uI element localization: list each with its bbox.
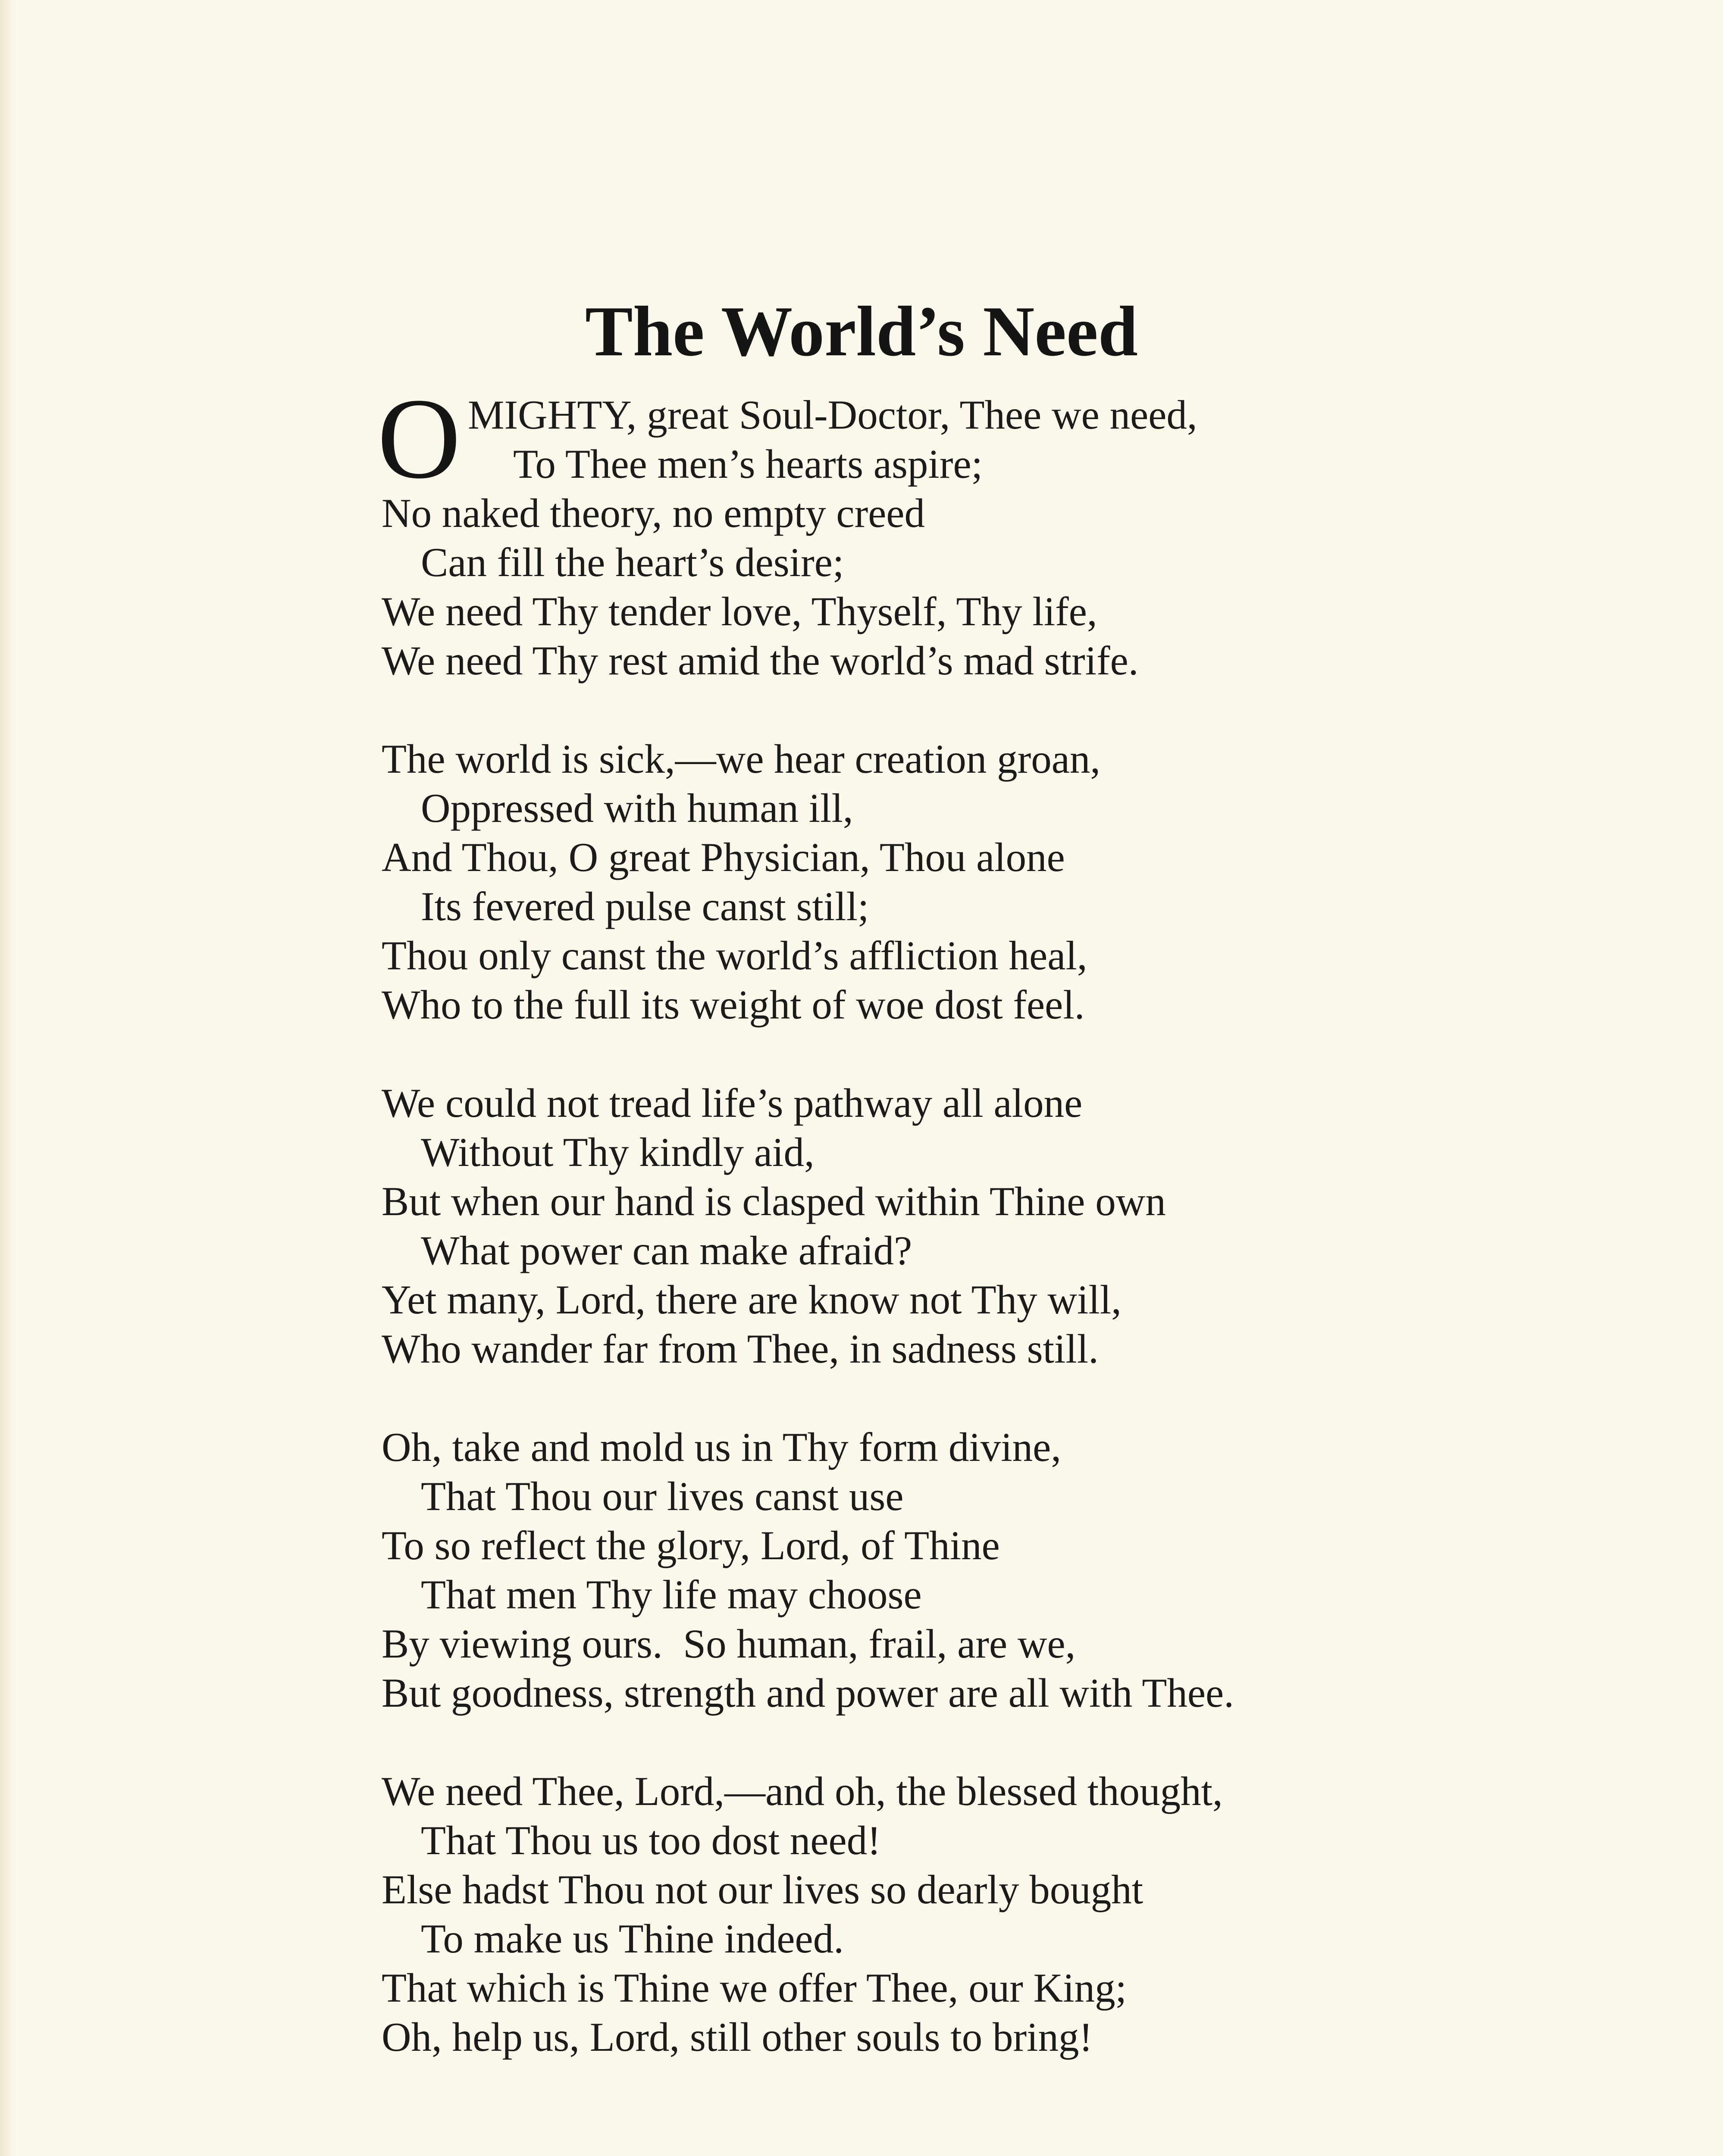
poem-line: Thou only canst the world’s affliction heal, bbox=[382, 933, 1087, 978]
poem-line: Else hadst Thou not our lives so dearly bought bbox=[382, 1867, 1143, 1912]
poem-line: That Thou us too dost need! bbox=[421, 1818, 881, 1863]
drop-cap-letter: O bbox=[377, 374, 461, 502]
stanza-3 bbox=[382, 1078, 1416, 1373]
poem-line: The world is sick,—we hear creation groan, bbox=[382, 736, 1101, 782]
stanza-2 bbox=[382, 734, 1416, 1029]
poem-line: Yet many, Lord, there are know not Thy will, bbox=[382, 1277, 1122, 1322]
poem-line: Oh, help us, Lord, still other souls to bring! bbox=[382, 2014, 1093, 2060]
poem-line: Who to the full its weight of woe dost feel. bbox=[382, 982, 1085, 1028]
poem-line: Who wander far from Thee, in sadness still. bbox=[382, 1326, 1099, 1372]
stanza-5 bbox=[382, 1767, 1416, 2062]
poem-line: To so reflect the glory, Lord, of Thine bbox=[382, 1523, 1000, 1568]
stanza-4 bbox=[382, 1423, 1416, 1717]
poem-line: Its fevered pulse canst still; bbox=[421, 884, 869, 929]
poem-line: Oh, take and mold us in Thy form divine, bbox=[382, 1424, 1062, 1470]
poem-line: And Thou, O great Physician, Thou alone bbox=[382, 834, 1065, 880]
poem-line: By viewing ours. So human, frail, are we, bbox=[382, 1621, 1076, 1667]
poem-line: That which is Thine we offer Thee, our King; bbox=[382, 1965, 1127, 2011]
poem-line: Oppressed with human ill, bbox=[421, 785, 853, 831]
poem-line: No naked theory, no empty creed bbox=[382, 490, 925, 536]
stanza-1 bbox=[377, 374, 1416, 685]
poem-line: We need Thy tender love, Thyself, Thy life, bbox=[382, 589, 1097, 634]
poem-line: Can fill the heart’s desire; bbox=[421, 539, 844, 585]
poem-line: To Thee men’s hearts aspire; bbox=[513, 441, 983, 487]
poem-line: What power can make afraid? bbox=[421, 1228, 912, 1273]
poem-line: We need Thee, Lord,—and oh, the blessed thought, bbox=[382, 1768, 1223, 1814]
poem-body bbox=[377, 374, 1416, 2111]
poem-line: MIGHTY, great Soul-Doctor, Thee we need, bbox=[468, 392, 1197, 438]
poem-line: We could not tread life’s pathway all alone bbox=[382, 1080, 1083, 1126]
poem-line: That Thou our lives canst use bbox=[421, 1473, 904, 1519]
poem-line: But goodness, strength and power are all with Thee. bbox=[382, 1670, 1234, 1716]
poem-line: That men Thy life may choose bbox=[421, 1572, 922, 1617]
poem-line: Without Thy kindly aid, bbox=[421, 1129, 815, 1175]
poem-line: We need Thy rest amid the world’s mad strife. bbox=[382, 638, 1139, 683]
poem-line: To make us Thine indeed. bbox=[421, 1916, 844, 1962]
poem-title: The World’s Need bbox=[585, 291, 1138, 371]
poem-line: But when our hand is clasped within Thine own bbox=[382, 1178, 1166, 1224]
